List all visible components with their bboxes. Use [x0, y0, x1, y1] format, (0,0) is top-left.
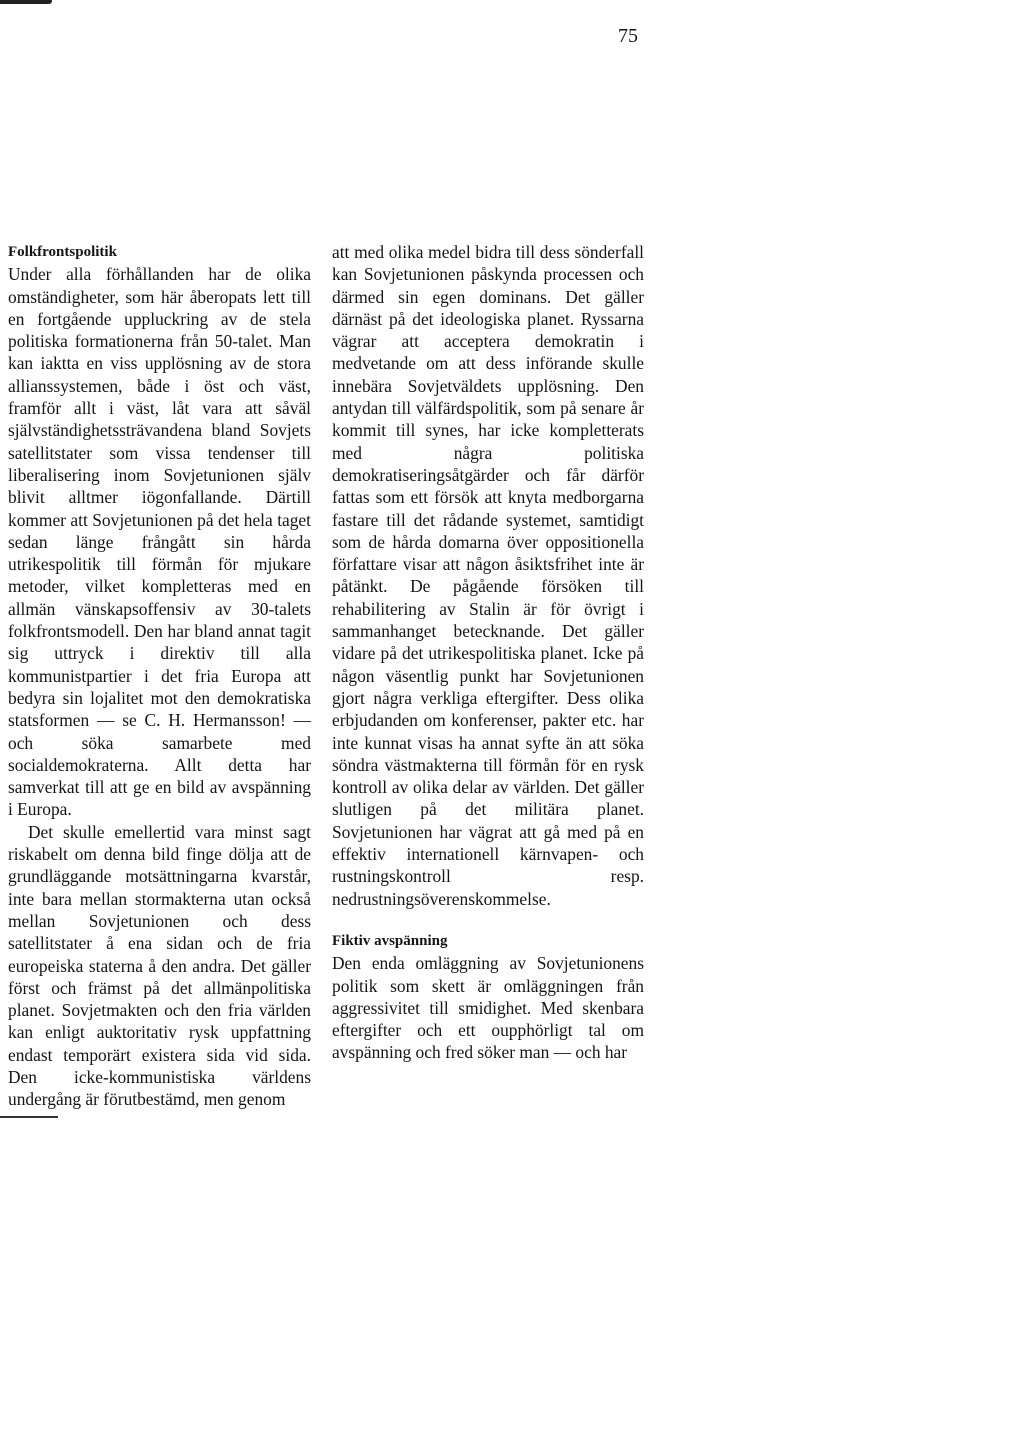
right-column: [332, 241, 644, 1064]
left-column: [8, 241, 311, 1111]
paragraph: att med olika medel bidra till dess sönderfall kan Sovjetunionen påskynda processen och därmed sin egen dominans. Det gäller därnäst på det ideologiska planet. Ryssarna vägrar att acceptera demokratin i medvetande om att dess införande skulle innebära Sovjetväldets upplösning. Den antydan till välfärdspolitik, som på senare år kommit till synes, har icke kompletterats med några politiska demokratiseringsåtgärder och får därför fattas som ett försök att knyta medborgarna fastare till det rådande systemet, samtidigt som de hårda domarna över oppositionella författare visar att någon åsiktsfrihet inte är påtänkt. De pågående försöken till rehabilitering av Stalin är för övrigt i sammanhanget betecknande. Det gäller vidare på det utrikespolitiska planet. Icke på någon väsentlig punkt har Sovjetunionen gjort några verkliga eftergifter. Dess olika erbjudanden om konferenser, pakter etc. har inte kunnat visas ha annat syfte än att söka söndra västmakterna till förmån för en rysk kontroll av olika delar av världen. Det gäller slutligen på det militära planet. Sovjetunionen har vägrat att gå med på en effektiv internationell kärnvapen- och rustningskontroll resp. nedrustningsöverenskommelse.: [332, 242, 644, 909]
scan-edge-mark-top: [0, 0, 52, 4]
section-heading-folkfrontspolitik: Folkfrontspolitik: [8, 244, 117, 260]
paragraph: Det skulle emellertid vara minst sagt riskabelt om denna bild finge dölja att de grundläggande motsättningarna kvarstår, inte bara mellan stormakterna utan också mellan Sovjetunionen och dess satellitstater å ena sidan och de fria europeiska staterna å den andra. Det gäller först och främst på det allmänpolitiska planet. Sovjetmakten och den fria världen kan enligt auktoritativ rysk uppfattning endast temporärt existera sida vid sida. Den icke-kommunistiska världens undergång är förutbestämd, men genom: [8, 821, 311, 1110]
paragraph: Under alla förhållanden har de olika omständigheter, som här åberopats lett till en fortgående uppluckring av de stela politiska formationerna från 50-talet. Man kan iaktta en viss upplösning av de stora allianssystemen, både i öst och väst, framför allt i väst, låt vara att såväl självständighetssträvandena bland Sovjets satellitstater som vissa tendenser till liberalisering inom Sovjetunionen själv blivit alltmer iögonfallande. Därtill kommer att Sovjetunionen på det hela taget sedan länge frångått sin hårda utrikespolitik till förmån för mjukare metoder, vilket kompletteras med en allmän vänskapsoffensiv av 30-talets folkfrontsmodell. Den har bland annat tagit sig uttryck i direktiv till alla kommunistpartier i det fria Europa att bedyra sin lojalitet mot den demokratiska statsformen — se C. H. Hermansson! — och söka samarbete med socialdemokraterna. Allt detta har samverkat till att ge en bild av avspänning i Europa.: [8, 264, 311, 820]
scan-edge-mark-bottom: [0, 1116, 58, 1118]
page-number: 75: [618, 25, 638, 47]
paragraph: Den enda omläggning av Sovjetunionens politik som skett är omläggningen från aggressivitet till smidighet. Med skenbara eftergifter och ett oupphörligt tal om avspänning och fred söker man — och har: [332, 953, 644, 1063]
section-heading-fiktiv-avspanning: Fiktiv avspänning: [332, 932, 448, 949]
